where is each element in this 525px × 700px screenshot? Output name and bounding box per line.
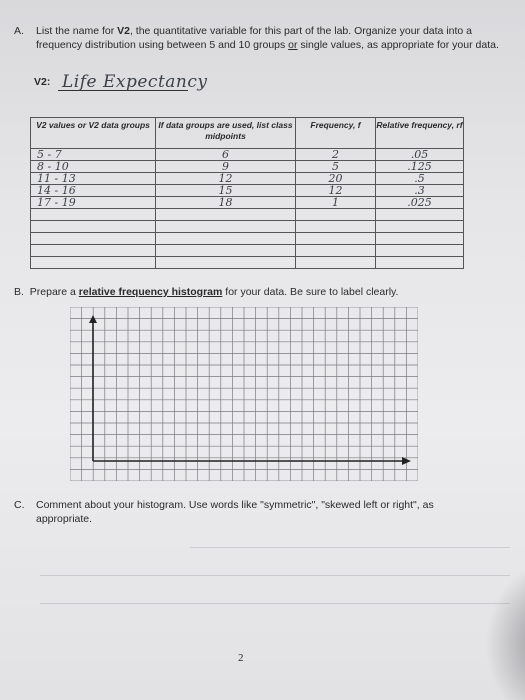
table-cell: [296, 209, 376, 221]
header-class-midpoints: If data groups are used, list class midpoints: [156, 118, 296, 149]
table-cell: [376, 221, 464, 233]
table-cell: .5: [376, 173, 464, 185]
page-edge-shadow: [485, 560, 525, 700]
table-row: [31, 233, 464, 245]
table-row: [31, 245, 464, 257]
table-cell: 12: [296, 185, 376, 197]
table-cell: 1: [296, 197, 376, 209]
table-cell: 17 - 19: [31, 197, 156, 209]
answer-line: [190, 547, 510, 548]
question-a-text: List the name for V2, the quantitative variable for this part of the lab. Organize your data into a frequency distribution using between 5 and 10 groups or single values, as appropriate for your data.: [36, 25, 499, 51]
table-cell: .125: [376, 161, 464, 173]
answer-line: [40, 575, 510, 576]
histogram-grid-svg: [70, 307, 418, 481]
table-row: [31, 173, 464, 185]
histogram-grid: [70, 307, 418, 481]
header-frequency: Frequency, f: [296, 118, 376, 149]
question-c-text: Comment about your histogram. Use words like "symmetric", "skewed left or right", as appropriate.: [36, 499, 434, 525]
table-cell: 6: [156, 149, 296, 161]
v2-answer-handwritten: Life Expectancy: [62, 72, 208, 92]
table-cell: [376, 257, 464, 269]
table-cell: [156, 245, 296, 257]
table-cell: [31, 245, 156, 257]
table-cell: 11 - 13: [31, 173, 156, 185]
table-row: [31, 185, 464, 197]
question-a-letter: A.: [14, 25, 24, 37]
table-cell: 5: [296, 161, 376, 173]
table-cell: [156, 209, 296, 221]
table-header-row: [31, 118, 464, 149]
table-cell: 5 - 7: [31, 149, 156, 161]
page-number: 2: [238, 652, 244, 664]
question-c: [14, 498, 484, 525]
table-cell: [296, 257, 376, 269]
frequency-table: [30, 117, 464, 269]
table-cell: 15: [156, 185, 296, 197]
table-cell: [31, 209, 156, 221]
table-cell: 18: [156, 197, 296, 209]
table-row: [31, 161, 464, 173]
y-axis-arrow-icon: [89, 315, 97, 323]
table-cell: [156, 257, 296, 269]
table-row: [31, 197, 464, 209]
table-cell: [376, 233, 464, 245]
question-c-letter: C.: [14, 499, 25, 511]
header-relative-frequency: Relative frequency, rf: [376, 118, 464, 149]
table-cell: [156, 221, 296, 233]
table-cell: [31, 257, 156, 269]
question-b: B. Prepare a relative frequency histogram for your data. Be sure to label clearly.: [14, 286, 399, 298]
table-cell: 9: [156, 161, 296, 173]
table-cell: .3: [376, 185, 464, 197]
question-b-letter: B.: [14, 286, 24, 298]
table-row: [31, 149, 464, 161]
table-row: [31, 257, 464, 269]
table-cell: .025: [376, 197, 464, 209]
table-cell: 14 - 16: [31, 185, 156, 197]
table-cell: [31, 233, 156, 245]
table-cell: [376, 245, 464, 257]
question-a: [14, 24, 514, 51]
table-cell: [156, 233, 296, 245]
table-cell: [376, 209, 464, 221]
table-cell: [296, 221, 376, 233]
table-row: [31, 221, 464, 233]
table-row: [31, 209, 464, 221]
table-cell: 20: [296, 173, 376, 185]
table-cell: [31, 221, 156, 233]
table-cell: [296, 245, 376, 257]
table-cell: .05: [376, 149, 464, 161]
v2-label: V2:: [34, 76, 51, 88]
table-cell: 12: [156, 173, 296, 185]
header-v2-values: V2 values or V2 data groups: [31, 118, 156, 149]
table-cell: 8 - 10: [31, 161, 156, 173]
table-cell: [296, 233, 376, 245]
table-cell: 2: [296, 149, 376, 161]
answer-line: [40, 603, 510, 604]
